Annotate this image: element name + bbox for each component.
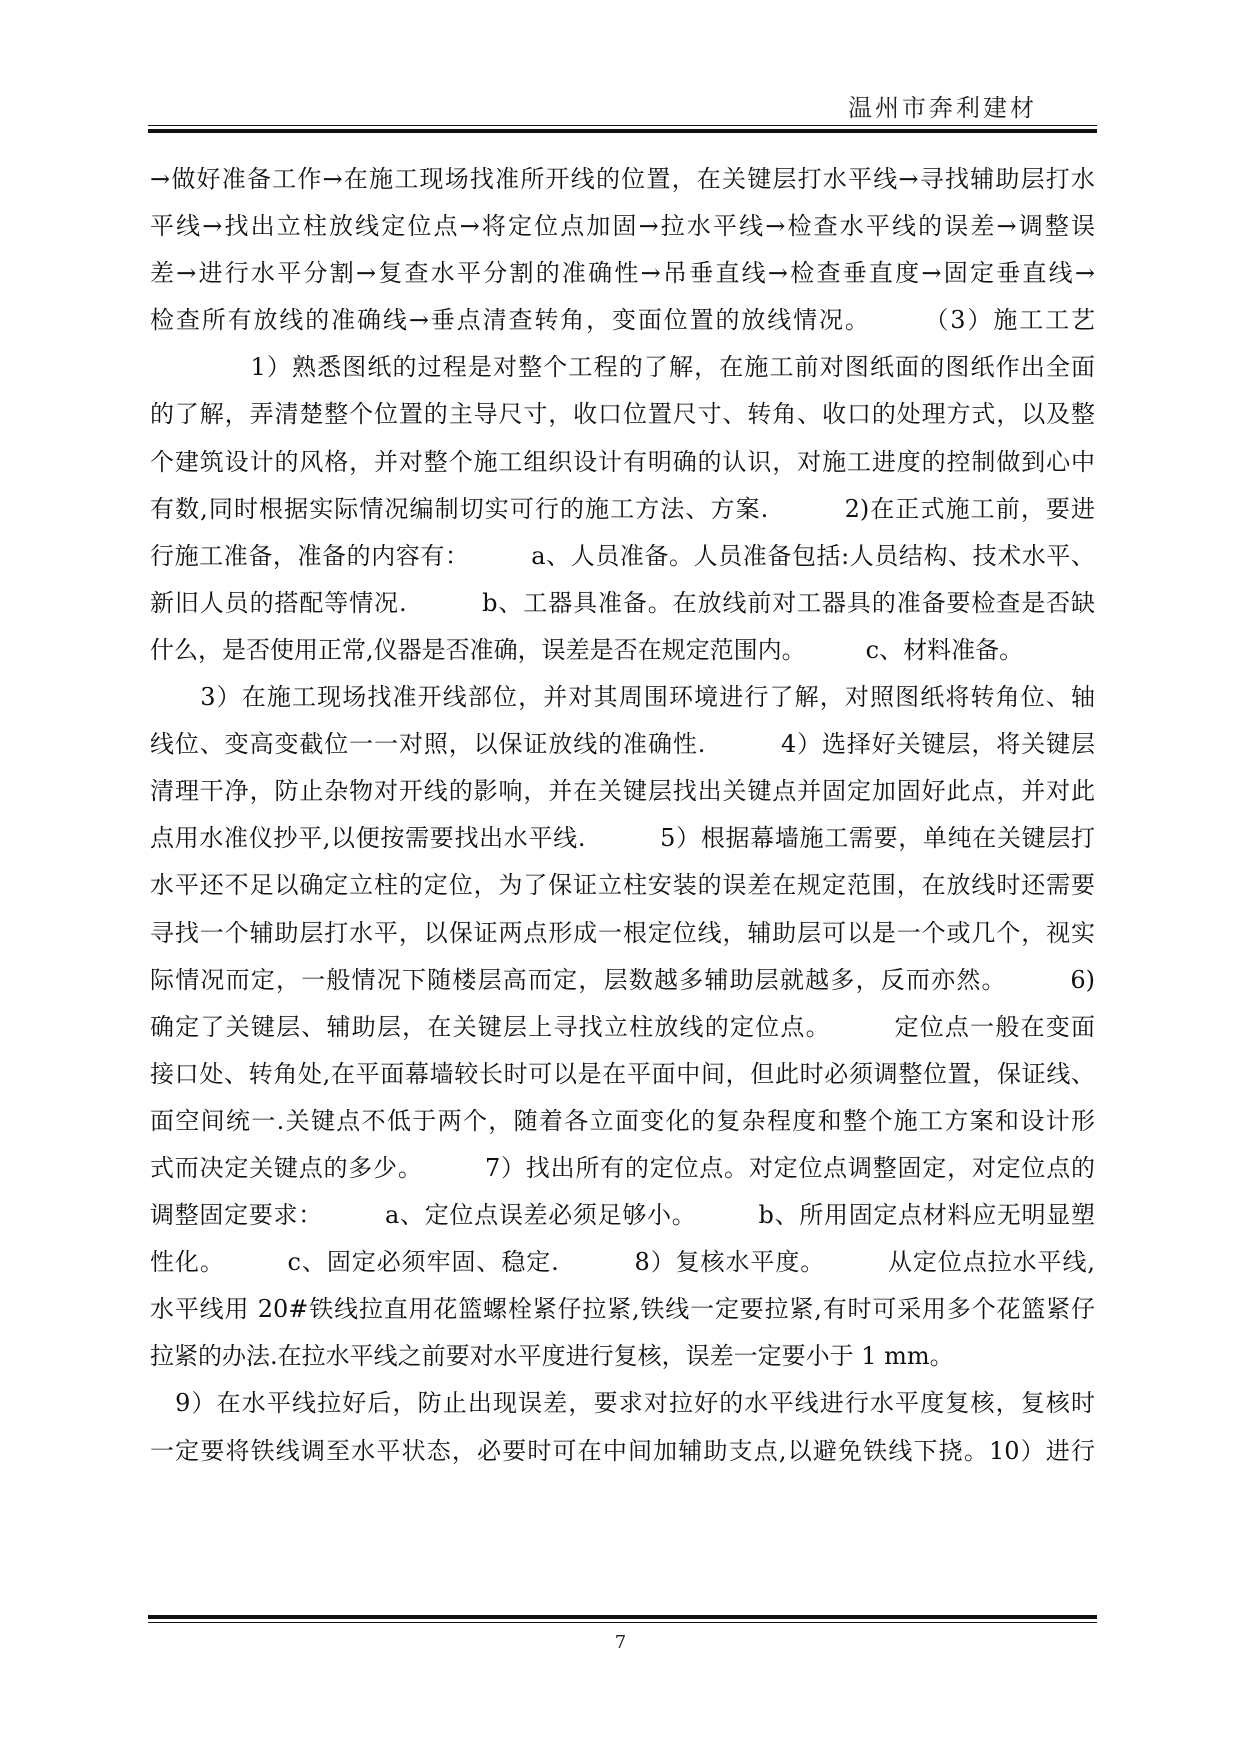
- body-line: 什么，是否使用正常,仪器是否准确，误差是否在规定范围内。 c、材料准备。: [150, 635, 1024, 664]
- header-rule-thin: [148, 125, 1097, 126]
- body-line: 性化。 c、固定必须牢固、稳定. 8）复核水平度。 从定位点拉水平线,: [150, 1248, 1095, 1277]
- body-line: 拉紧的办法.在拉水平线之前要对水平度进行复核，误差一定要小于 1 mm。: [150, 1342, 954, 1371]
- footer-rule-thick: [148, 1615, 1097, 1619]
- body-line: 行施工准备，准备的内容有： a、人员准备。人员准备包括:人员结构、技术水平、: [150, 541, 1095, 570]
- body-line: 检查所有放线的准确线→垂点清查转角，变面位置的放线情况。 （3）施工工艺: [150, 306, 1095, 335]
- body-line: 水平线用 20#铁线拉直用花篮螺栓紧仔拉紧,铁线一定要拉紧,有时可采用多个花篮紧仔: [150, 1295, 1095, 1324]
- body-line: →做好准备工作→在施工现场找准所开线的位置，在关键层打水平线→寻找辅助层打水: [150, 165, 1095, 193]
- body-line: 水平还不足以确定立柱的定位，为了保证立柱安装的误差在规定范围，在放线时还需要: [150, 871, 1095, 900]
- body-line: 个建筑设计的风格，并对整个施工组织设计有明确的认识，对施工进度的控制做到心中: [150, 447, 1095, 476]
- body-line: 线位、变高变截位一一对照，以保证放线的准确性. 4）选择好关键层，将关键层: [150, 730, 1095, 759]
- body-line: 点用水准仪抄平,以便按需要找出水平线. 5）根据幕墙施工需要，单纯在关键层打: [150, 824, 1095, 853]
- body-line: 有数,同时根据实际情况编制切实可行的施工方法、方案. 2)在正式施工前，要进: [150, 494, 1095, 523]
- body-line: 面空间统一.关键点不低于两个，随着各立面变化的复杂程度和整个施工方案和设计形: [150, 1106, 1095, 1135]
- body-line: 一定要将铁线调至水平状态，必要时可在中间加辅助支点,以避免铁线下挠。10）进行: [150, 1436, 1095, 1465]
- body-line: 平线→找出立柱放线定位点→将定位点加固→拉水平线→检查水平线的误差→调整误: [150, 212, 1095, 241]
- footer-rule-thin: [148, 1622, 1097, 1623]
- page-number: 7: [614, 1632, 627, 1653]
- body-line: 调整固定要求： a、定位点误差必须足够小。 b、所用固定点材料应无明显塑: [150, 1201, 1095, 1230]
- body-line: 式而决定关键点的多少。 7）找出所有的定位点。对定位点调整固定，对定位点的: [150, 1153, 1095, 1182]
- body-line: 际情况而定，一般情况下随楼层高而定，层数越多辅助层就越多，反而亦然。 6): [150, 965, 1095, 994]
- body-line: 接口处、转角处,在平面幕墙较长时可以是在平面中间，但此时必须调整位置，保证线、: [150, 1059, 1095, 1088]
- body-line: 确定了关键层、辅助层，在关键层上寻找立柱放线的定位点。 定位点一般在变面: [150, 1012, 1095, 1041]
- body-line: 清理干净，防止杂物对开线的影响，并在关键层找出关键点并固定加固好此点，并对此: [150, 777, 1095, 806]
- body-line: 1）熟悉图纸的过程是对整个工程的了解，在施工前对图纸面的图纸作出全面: [150, 353, 1095, 382]
- body-line: 3）在施工现场找准开线部位，并对其周围环境进行了解，对照图纸将转角位、轴: [150, 683, 1095, 712]
- header-company-name: 温州市奔利建材: [848, 94, 1037, 122]
- body-line: 寻找一个辅助层打水平，以保证两点形成一根定位线，辅助层可以是一个或几个，视实: [150, 918, 1095, 947]
- body-line: 的了解，弄清楚整个位置的主导尺寸，收口位置尺寸、转角、收口的处理方式，以及整: [150, 400, 1095, 429]
- header-rule-thick: [148, 129, 1097, 133]
- document-body: [150, 156, 1095, 1475]
- body-line: 新旧人员的搭配等情况. b、工器具准备。在放线前对工器具的准备要检查是否缺: [150, 588, 1095, 617]
- body-line: 9）在水平线拉好后，防止出现误差，要求对拉好的水平线进行水平度复核，复核时: [150, 1389, 1095, 1418]
- body-line: 差→进行水平分割→复查水平分割的准确性→吊垂直线→检查垂直度→固定垂直线→: [150, 259, 1095, 288]
